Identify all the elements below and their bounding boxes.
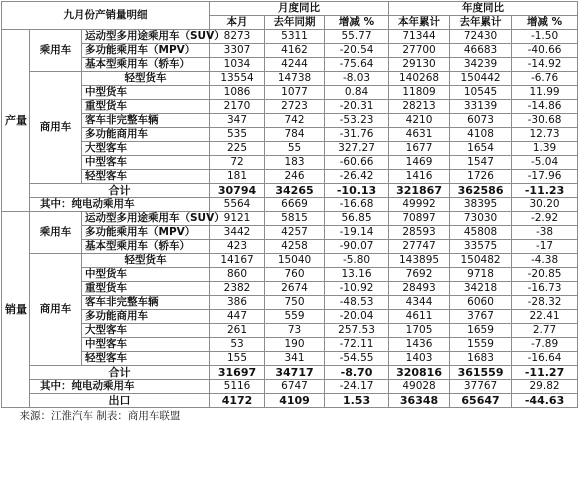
- table-row: [2, 296, 578, 310]
- table-cell: -20.31: [325, 100, 389, 114]
- table-cell: -24.17: [325, 380, 389, 394]
- table-cell: 65647: [450, 394, 512, 408]
- table-cell: 559: [265, 310, 325, 324]
- table-row: [2, 170, 578, 184]
- table-cell: 362586: [450, 184, 512, 198]
- table-row: [2, 310, 578, 324]
- table-cell: 1547: [450, 156, 512, 170]
- table-cell: 37767: [450, 380, 512, 394]
- item-label: 客车非完整车辆: [82, 296, 210, 310]
- item-label: 运动型多用途乘用车（SUV）: [82, 212, 210, 226]
- table-title: 九月份产销量明细: [2, 2, 210, 30]
- table-cell: 1683: [450, 352, 512, 366]
- col-header-yearly-change: 增减 %: [512, 16, 578, 30]
- table-cell: -30.68: [512, 114, 578, 128]
- col-header-prev-year-month: 去年同期: [265, 16, 325, 30]
- table-cell: 155: [210, 352, 265, 366]
- table-cell: -40.66: [512, 44, 578, 58]
- table-cell: -20.54: [325, 44, 389, 58]
- table-cell: -48.53: [325, 296, 389, 310]
- table-cell: -5.80: [325, 254, 389, 268]
- table-cell: 1.39: [512, 142, 578, 156]
- total-label: 合计: [30, 366, 210, 380]
- item-label: 轻型客车: [82, 352, 210, 366]
- table-cell: 361559: [450, 366, 512, 380]
- table-cell: -31.76: [325, 128, 389, 142]
- total-row: [2, 184, 578, 198]
- table-cell: 1.53: [325, 394, 389, 408]
- table-cell: -10.13: [325, 184, 389, 198]
- table-cell: 4162: [265, 44, 325, 58]
- table-cell: 1086: [210, 86, 265, 100]
- table-cell: 70897: [389, 212, 450, 226]
- table-row: [2, 100, 578, 114]
- table-cell: 56.85: [325, 212, 389, 226]
- table-cell: 5815: [265, 212, 325, 226]
- table-cell: 53: [210, 338, 265, 352]
- table-cell: 320816: [389, 366, 450, 380]
- table-cell: 1034: [210, 58, 265, 72]
- table-cell: -4.38: [512, 254, 578, 268]
- table-cell: 55.77: [325, 30, 389, 44]
- table-cell: 55: [265, 142, 325, 156]
- table-cell: 28493: [389, 282, 450, 296]
- table-cell: 4611: [389, 310, 450, 324]
- monthly-group-header: 月度同比: [210, 2, 389, 16]
- table-cell: 860: [210, 268, 265, 282]
- table-cell: -5.04: [512, 156, 578, 170]
- table-cell: 5564: [210, 198, 265, 212]
- table-cell: -54.55: [325, 352, 389, 366]
- table-cell: 3307: [210, 44, 265, 58]
- table-cell: 1654: [450, 142, 512, 156]
- table-cell: 5116: [210, 380, 265, 394]
- table-cell: 4172: [210, 394, 265, 408]
- table-cell: 1436: [389, 338, 450, 352]
- table-cell: 327.27: [325, 142, 389, 156]
- table-cell: 4210: [389, 114, 450, 128]
- table-cell: 447: [210, 310, 265, 324]
- table-row: [2, 352, 578, 366]
- table-cell: 49028: [389, 380, 450, 394]
- table-cell: -10.92: [325, 282, 389, 296]
- table-row: [2, 86, 578, 100]
- table-row: [2, 282, 578, 296]
- table-cell: -20.04: [325, 310, 389, 324]
- item-label: 基本型乘用车（轿车）: [82, 240, 210, 254]
- table-cell: 2382: [210, 282, 265, 296]
- table-cell: 143895: [389, 254, 450, 268]
- table-cell: 10545: [450, 86, 512, 100]
- item-label: 多功能商用车: [82, 310, 210, 324]
- table-cell: 3767: [450, 310, 512, 324]
- table-cell: 49992: [389, 198, 450, 212]
- ev-row: [2, 380, 578, 394]
- table-row: [2, 128, 578, 142]
- table-cell: -8.03: [325, 72, 389, 86]
- table-cell: 9718: [450, 268, 512, 282]
- table-cell: -17.96: [512, 170, 578, 184]
- table-cell: 347: [210, 114, 265, 128]
- ev-row: [2, 198, 578, 212]
- col-header-prev-ytd: 去年累计: [450, 16, 512, 30]
- table-cell: 1469: [389, 156, 450, 170]
- table-row: [2, 58, 578, 72]
- table-cell: 72430: [450, 30, 512, 44]
- table-cell: 6747: [265, 380, 325, 394]
- table-cell: 2723: [265, 100, 325, 114]
- item-label: 中型货车: [82, 268, 210, 282]
- table-cell: 321867: [389, 184, 450, 198]
- table-cell: 1559: [450, 338, 512, 352]
- table-cell: 28593: [389, 226, 450, 240]
- item-label: 多功能乘用车（MPV）: [82, 44, 210, 58]
- table-cell: -16.73: [512, 282, 578, 296]
- item-label: 重型货车: [82, 100, 210, 114]
- table-cell: 341: [265, 352, 325, 366]
- table-row: [2, 72, 578, 86]
- table-row: [2, 156, 578, 170]
- item-label: 基本型乘用车（轿车）: [82, 58, 210, 72]
- table-cell: 34239: [450, 58, 512, 72]
- table-cell: 4109: [265, 394, 325, 408]
- table-cell: 1077: [265, 86, 325, 100]
- item-label: 大型客车: [82, 324, 210, 338]
- table-cell: 8273: [210, 30, 265, 44]
- table-row: [2, 338, 578, 352]
- item-label: 中型货车: [82, 86, 210, 100]
- table-cell: 1726: [450, 170, 512, 184]
- table-cell: 4344: [389, 296, 450, 310]
- table-row: [2, 268, 578, 282]
- table-cell: 1416: [389, 170, 450, 184]
- table-cell: 38395: [450, 198, 512, 212]
- table-body: [2, 30, 578, 408]
- category-label: 商用车: [30, 254, 82, 366]
- table-cell: 31697: [210, 366, 265, 380]
- table-cell: 183: [265, 156, 325, 170]
- table-cell: 29130: [389, 58, 450, 72]
- table-cell: -14.92: [512, 58, 578, 72]
- table-row: [2, 142, 578, 156]
- table-cell: 0.84: [325, 86, 389, 100]
- table-row: [2, 114, 578, 128]
- table-cell: -44.63: [512, 394, 578, 408]
- table-cell: 140268: [389, 72, 450, 86]
- table-cell: 6060: [450, 296, 512, 310]
- table-cell: 4258: [265, 240, 325, 254]
- yearly-group-header: 年度同比: [389, 2, 578, 16]
- table-cell: 2.77: [512, 324, 578, 338]
- table-cell: -19.14: [325, 226, 389, 240]
- table-cell: -60.66: [325, 156, 389, 170]
- table-cell: 4631: [389, 128, 450, 142]
- table-cell: 6669: [265, 198, 325, 212]
- table-cell: 9121: [210, 212, 265, 226]
- table-cell: 34717: [265, 366, 325, 380]
- item-label: 轻型货车: [82, 254, 210, 268]
- category-label: 商用车: [30, 72, 82, 184]
- table-cell: -72.11: [325, 338, 389, 352]
- table-row: [2, 212, 578, 226]
- table-cell: 4108: [450, 128, 512, 142]
- table-cell: 33575: [450, 240, 512, 254]
- table-cell: 12.73: [512, 128, 578, 142]
- table-cell: 27700: [389, 44, 450, 58]
- table-cell: 1677: [389, 142, 450, 156]
- item-label: 多功能商用车: [82, 128, 210, 142]
- table-cell: 3442: [210, 226, 265, 240]
- production-sales-table: [1, 1, 578, 424]
- table-cell: -14.86: [512, 100, 578, 114]
- category-label: 乘用车: [30, 30, 82, 72]
- table-cell: 246: [265, 170, 325, 184]
- col-header-current-month: 本月: [210, 16, 265, 30]
- table-row: [2, 226, 578, 240]
- table-cell: 27747: [389, 240, 450, 254]
- table-cell: 73030: [450, 212, 512, 226]
- table-cell: 29.82: [512, 380, 578, 394]
- table-cell: 181: [210, 170, 265, 184]
- table-cell: 13.16: [325, 268, 389, 282]
- item-label: 大型客车: [82, 142, 210, 156]
- table-cell: 1705: [389, 324, 450, 338]
- section-label-1: 销量: [2, 212, 30, 408]
- table-cell: 73: [265, 324, 325, 338]
- table-cell: -28.32: [512, 296, 578, 310]
- table-cell: 535: [210, 128, 265, 142]
- table-cell: 150482: [450, 254, 512, 268]
- section-label-0: 产量: [2, 30, 30, 212]
- table-row: [2, 240, 578, 254]
- export-label: 出口: [30, 394, 210, 408]
- table-cell: 150442: [450, 72, 512, 86]
- export-row: [2, 394, 578, 408]
- table-cell: -11.23: [512, 184, 578, 198]
- table-cell: 4244: [265, 58, 325, 72]
- table-cell: -16.68: [325, 198, 389, 212]
- table-cell: -2.92: [512, 212, 578, 226]
- table-cell: 14738: [265, 72, 325, 86]
- table-cell: -11.27: [512, 366, 578, 380]
- table-cell: -90.07: [325, 240, 389, 254]
- item-label: 轻型货车: [82, 72, 210, 86]
- item-label: 重型货车: [82, 282, 210, 296]
- table-cell: 28213: [389, 100, 450, 114]
- table-cell: 7692: [389, 268, 450, 282]
- table-cell: 30794: [210, 184, 265, 198]
- table-cell: 11.99: [512, 86, 578, 100]
- ev-label: 其中：纯电动乘用车: [30, 198, 210, 212]
- ev-label: 其中：纯电动乘用车: [30, 380, 210, 394]
- table-cell: 11809: [389, 86, 450, 100]
- table-cell: 14167: [210, 254, 265, 268]
- table-cell: 257.53: [325, 324, 389, 338]
- table-cell: -16.64: [512, 352, 578, 366]
- table-cell: 30.20: [512, 198, 578, 212]
- table-row: [2, 44, 578, 58]
- table-cell: 386: [210, 296, 265, 310]
- table-cell: 46683: [450, 44, 512, 58]
- table-row: [2, 30, 578, 44]
- table-cell: 4257: [265, 226, 325, 240]
- category-label: 乘用车: [30, 212, 82, 254]
- table-cell: 2170: [210, 100, 265, 114]
- table-cell: 34218: [450, 282, 512, 296]
- col-header-monthly-change: 增减 %: [325, 16, 389, 30]
- table-cell: 784: [265, 128, 325, 142]
- total-row: [2, 366, 578, 380]
- table-cell: 6073: [450, 114, 512, 128]
- table-cell: 72: [210, 156, 265, 170]
- item-label: 客车非完整车辆: [82, 114, 210, 128]
- table-cell: 45808: [450, 226, 512, 240]
- table-cell: -20.85: [512, 268, 578, 282]
- table-row: [2, 324, 578, 338]
- table-cell: 5311: [265, 30, 325, 44]
- item-label: 多功能乘用车（MPV）: [82, 226, 210, 240]
- table-row: [2, 254, 578, 268]
- table-cell: 71344: [389, 30, 450, 44]
- table-cell: 423: [210, 240, 265, 254]
- table-cell: -75.64: [325, 58, 389, 72]
- source-footer: 来源：江淮汽车 制表：商用车联盟: [19, 409, 181, 422]
- table-cell: -1.50: [512, 30, 578, 44]
- table-cell: 1659: [450, 324, 512, 338]
- table-cell: -38: [512, 226, 578, 240]
- table-cell: -8.70: [325, 366, 389, 380]
- col-header-ytd: 本年累计: [389, 16, 450, 30]
- table-cell: 22.41: [512, 310, 578, 324]
- table-cell: 2674: [265, 282, 325, 296]
- item-label: 轻型客车: [82, 170, 210, 184]
- item-label: 中型客车: [82, 338, 210, 352]
- table-cell: 36348: [389, 394, 450, 408]
- table-cell: 225: [210, 142, 265, 156]
- table-cell: 742: [265, 114, 325, 128]
- table-cell: -26.42: [325, 170, 389, 184]
- item-label: 中型客车: [82, 156, 210, 170]
- table-cell: 13554: [210, 72, 265, 86]
- table-cell: 760: [265, 268, 325, 282]
- table-cell: -53.23: [325, 114, 389, 128]
- table-cell: 1403: [389, 352, 450, 366]
- table-cell: -6.76: [512, 72, 578, 86]
- table-cell: -17: [512, 240, 578, 254]
- table-cell: -7.89: [512, 338, 578, 352]
- table-cell: 750: [265, 296, 325, 310]
- table-cell: 15040: [265, 254, 325, 268]
- item-label: 运动型多用途乘用车（SUV）: [82, 30, 210, 44]
- table-cell: 33139: [450, 100, 512, 114]
- table-cell: 34265: [265, 184, 325, 198]
- total-label: 合计: [30, 184, 210, 198]
- table-cell: 261: [210, 324, 265, 338]
- table-cell: 190: [265, 338, 325, 352]
